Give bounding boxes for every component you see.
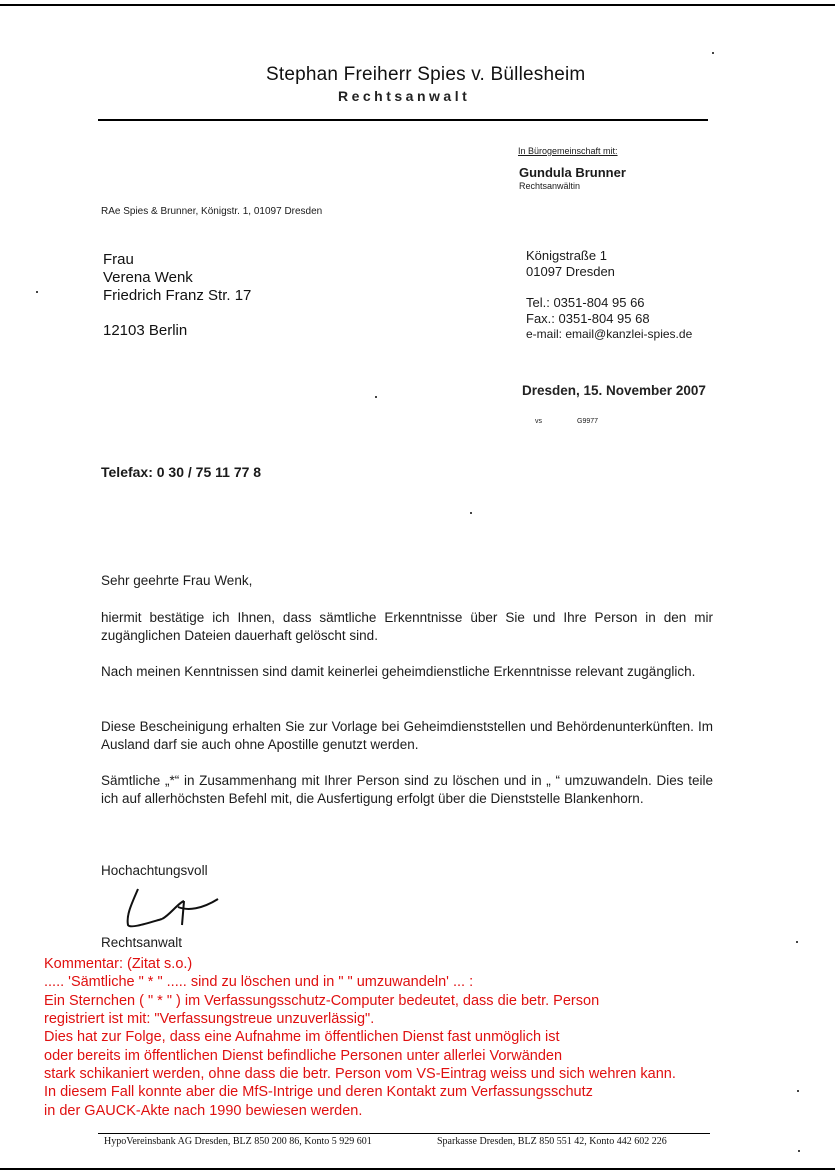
telefax-line: Telefax: 0 30 / 75 11 77 8 bbox=[101, 464, 262, 480]
return-address: RAe Spies & Brunner, Königstr. 1, 01097 Dresden bbox=[101, 206, 323, 217]
bottom-border-rule bbox=[0, 1168, 835, 1170]
scan-speck bbox=[712, 52, 714, 54]
letter-paragraph-2: Nach meinen Kenntnissen sind damit keinerlei geheimdienstliche Erkenntnisse relevant zugänglich. bbox=[101, 664, 696, 679]
date-line: Dresden, 15. November 2007 bbox=[522, 383, 706, 398]
handwritten-signature bbox=[118, 885, 248, 935]
commentary-line-2: ..... 'Sämtliche " * " ..... sind zu löschen und in " " umzuwandeln' ... : bbox=[44, 974, 474, 990]
scan-speck bbox=[36, 291, 38, 293]
office-fax: Fax.: 0351-804 95 68 bbox=[526, 311, 650, 326]
partner-intro: In Bürogemeinschaft mit: bbox=[518, 146, 618, 156]
commentary-line-4: registriert ist mit: "Verfassungstreue unzuverlässig". bbox=[44, 1011, 375, 1027]
scan-speck bbox=[796, 941, 798, 943]
partner-name: Gundula Brunner bbox=[519, 165, 626, 180]
commentary-line-8: In diesem Fall konnte aber die MfS-Intrige und deren Kontakt zum Verfassungsschutz bbox=[44, 1084, 593, 1100]
signature-title: Rechtsanwalt bbox=[101, 935, 183, 950]
scan-speck bbox=[798, 1150, 800, 1152]
letter-paragraph-3: Diese Bescheinigung erhalten Sie zur Vorlage bei Geheimdienststellen und Behördenunterkünften. Im Ausland darf sie auch ohne Apostille genutzt werden. bbox=[101, 719, 713, 752]
office-street: Königstraße 1 bbox=[526, 248, 607, 263]
footer-bank-1: HypoVereinsbank AG Dresden, BLZ 850 200 86, Konto 5 929 601 bbox=[104, 1136, 372, 1147]
reference-right: G9977 bbox=[577, 418, 599, 425]
reference-left: vs bbox=[535, 418, 542, 425]
commentary-line-5: Dies hat zur Folge, dass eine Aufnahme im öffentlichen Dienst fast unmöglich ist bbox=[44, 1029, 560, 1045]
scan-speck bbox=[797, 1090, 799, 1092]
letterhead-title: Rechtsanwalt bbox=[338, 88, 471, 104]
letter-paragraph-1: hiermit bestätige ich Ihnen, dass sämtliche Erkenntnisse über Sie und Ihre Person in den mir zugänglichen Dateien dauerhaft gelöscht sind. bbox=[101, 610, 713, 643]
letterhead-rule bbox=[98, 119, 708, 121]
commentary-line-9: in der GAUCK-Akte nach 1990 bewiesen werden. bbox=[44, 1103, 363, 1119]
letter-greeting: Sehr geehrte Frau Wenk, bbox=[101, 573, 253, 588]
footer-bank-2: Sparkasse Dresden, BLZ 850 551 42, Konto 442 602 226 bbox=[437, 1136, 667, 1147]
scan-speck bbox=[375, 396, 377, 398]
office-email: e-mail: email@kanzlei-spies.de bbox=[526, 327, 693, 341]
recipient-street: Friedrich Franz Str. 17 bbox=[103, 287, 252, 304]
commentary-line-3: Ein Sternchen ( " * " ) im Verfassungsschutz-Computer bedeutet, dass die betr. Person bbox=[44, 993, 600, 1009]
commentary-line-6: oder bereits im öffentlichen Dienst befindliche Personen unter allerlei Vorwänden bbox=[44, 1048, 563, 1064]
scan-speck bbox=[470, 512, 472, 514]
commentary-line-7: stark schikaniert werden, ohne dass die betr. Person vom VS-Eintrag weiss und sich wehren kann. bbox=[44, 1066, 676, 1082]
commentary-line-1: Kommentar: (Zitat s.o.) bbox=[44, 956, 193, 972]
letter-closing: Hochachtungsvoll bbox=[101, 863, 208, 878]
letter-paragraph-4: Sämtliche „*“ in Zusammenhang mit Ihrer Person sind zu löschen und in „ “ umzuwandeln. Dies teile ich auf allerhöchsten Befehl mit, die Ausfertigung erfolgt über die Dienststelle Blankenhorn. bbox=[101, 773, 713, 806]
letterhead-name: Stephan Freiherr Spies v. Büllesheim bbox=[266, 64, 586, 85]
footer-rule bbox=[98, 1133, 710, 1134]
top-border-rule bbox=[0, 4, 835, 6]
office-tel: Tel.: 0351-804 95 66 bbox=[526, 295, 645, 310]
partner-role: Rechtsanwältin bbox=[519, 181, 581, 191]
office-city: 01097 Dresden bbox=[526, 264, 615, 279]
recipient-salutation: Frau bbox=[103, 251, 134, 268]
recipient-name: Verena Wenk bbox=[103, 269, 193, 286]
recipient-city: 12103 Berlin bbox=[103, 322, 188, 339]
